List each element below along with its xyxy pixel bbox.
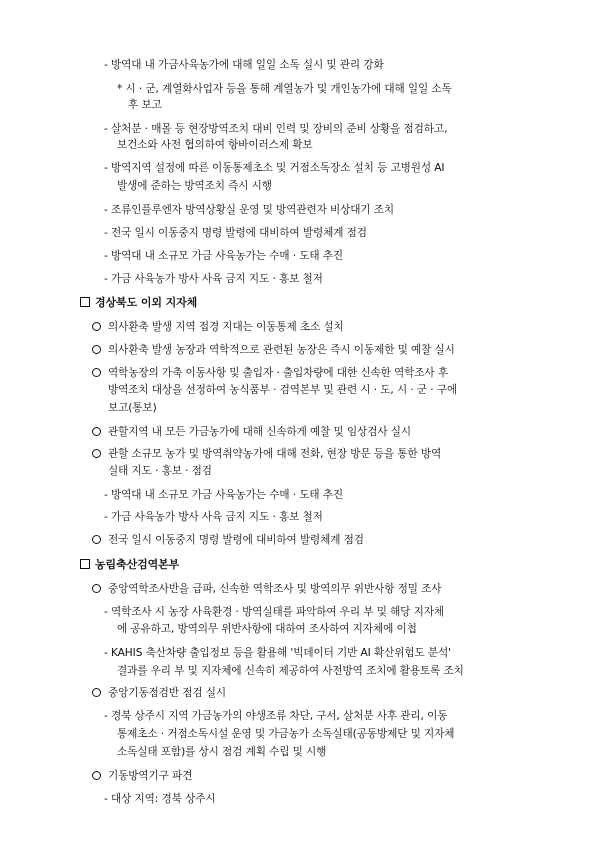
bullet-text: 중앙역학조사반을 급파, 신속한 역학조사 및 방역의무 위반사항 정밀 조사	[108, 583, 442, 595]
bullet-text: 의사환축 발생 농장과 역학적으로 관련된 농장은 즉시 이동제한 및 예찰 실시	[108, 344, 455, 356]
sub-item-cont: 발생에 준하는 방역조치 즉시 시행	[117, 180, 272, 192]
note-item: * 시 · 군, 계열화사업자 등을 통해 계열농가 및 개인농가에 대해 일일 소독	[117, 83, 452, 95]
sub-item: - 방역대 내 소규모 가금 사육농가는 수매 · 도태 추진	[104, 489, 344, 501]
bullet-item-cont: 방역조치 대상을 선정하여 농식품부 · 검역본부 및 관련 시 · 도, 시 · 군 · 구에	[108, 384, 458, 396]
bullet-item	[92, 425, 411, 439]
checkbox-square-icon	[80, 559, 90, 569]
bullet-text: 관할지역 내 모든 가금농가에 대해 신속하게 예찰 및 임상검사 실시	[108, 426, 412, 438]
circle-bullet-icon	[92, 322, 101, 331]
sub-item: - 살처분 · 매몰 등 현장방역조치 대비 인력 및 장비의 준비 상황을 점검하고,	[104, 123, 448, 135]
bullet-text: 중앙기동점검반 점검 실시	[108, 687, 227, 699]
sub-item: - 방역대 내 가금사육농가에 대해 일일 소독 실시 및 관리 강화	[104, 59, 384, 71]
bullet-text: 역학농장의 가축 이동사항 및 출입자 · 출입차량에 대한 신속한 역학조사 후	[108, 367, 448, 379]
bullet-item	[92, 366, 448, 380]
bullet-item-cont: 보고(통보)	[108, 402, 157, 414]
circle-bullet-icon	[92, 535, 101, 544]
circle-bullet-icon	[92, 368, 101, 377]
sub-item-cont: 통제초소 · 거점소독시설 운영 및 가금농가 소독실태(공동방제단 및 지자체	[117, 728, 455, 740]
section-heading-text: 경상북도 이외 지자체	[95, 296, 198, 309]
circle-bullet-icon	[92, 345, 101, 354]
sub-item: - 역학조사 시 농장 사육환경 · 방역실태를 파악하여 우리 부 및 해당 지자체	[104, 606, 445, 618]
bullet-text: 의사환축 발생 지역 접경 지대는 이동통제 초소 설치	[108, 321, 344, 333]
bullet-item	[92, 769, 192, 783]
bullet-text: 관할 소규모 농가 및 방역취약농가에 대해 전화, 현장 방문 등을 통한 방역	[108, 448, 442, 460]
sub-item-cont: 결과를 우리 부 및 지자체에 신속히 제공하여 사전방역 조치에 활용토록 조치	[117, 665, 464, 677]
section-heading-text: 농림축산검역본부	[95, 558, 180, 571]
note-item-cont: 후 보고	[128, 99, 162, 111]
circle-bullet-icon	[92, 584, 101, 593]
bullet-item-cont: 실태 지도 · 홍보 · 점검	[108, 465, 212, 477]
sub-item: - 방역지역 설정에 따른 이동통제초소 및 거점소독장소 설치 등 고병원성 AI	[104, 162, 445, 174]
bullet-text: 기동방역기구 파견	[108, 770, 193, 782]
sub-item: - KAHIS 축산차량 출입정보 등을 활용해 '빅데이터 기반 AI 확산위험도 분석'	[104, 647, 451, 659]
sub-item: - 대상 지역: 경북 상주시	[104, 793, 216, 805]
bullet-item	[92, 582, 441, 596]
section-heading	[80, 296, 197, 310]
sub-item-cont: 소독실태 포함)를 상시 점검 계획 수립 및 시행	[117, 746, 327, 758]
section-heading	[80, 558, 179, 572]
circle-bullet-icon	[92, 771, 101, 780]
sub-item: - 조류인플루엔자 방역상황실 운영 및 방역관련자 비상대기 조치	[104, 204, 395, 216]
bullet-text: 전국 일시 이동중지 명령 발령에 대비하여 발령체계 점검	[108, 534, 364, 546]
bullet-item	[92, 533, 364, 547]
circle-bullet-icon	[92, 688, 101, 697]
sub-item: - 경북 상주시 지역 가금농가의 야생조류 차단, 구서, 살처분 사후 관리, 이동	[104, 710, 448, 722]
sub-item-cont: 보건소와 사전 협의하여 항바이러스제 확보	[117, 139, 313, 151]
sub-item: - 전국 일시 이동중지 명령 발령에 대비하여 발령체계 점검	[104, 227, 367, 239]
circle-bullet-icon	[92, 449, 101, 458]
sub-item: - 가금 사육농가 방사 사육 금지 지도 · 홍보 철저	[104, 511, 323, 523]
bullet-item	[92, 447, 441, 461]
bullet-item	[92, 343, 455, 357]
sub-item: - 방역대 내 소규모 가금 사육농가는 수매 · 도태 추진	[104, 250, 344, 262]
sub-item: - 가금 사육농가 방사 사육 금지 지도 · 홍보 철저	[104, 273, 323, 285]
checkbox-square-icon	[80, 297, 90, 307]
circle-bullet-icon	[92, 427, 101, 436]
bullet-item	[92, 686, 226, 700]
bullet-item	[92, 320, 344, 334]
sub-item-cont: 에 공유하고, 방역의무 위반사항에 대하여 조사하여 지자체에 이첩	[117, 623, 417, 635]
